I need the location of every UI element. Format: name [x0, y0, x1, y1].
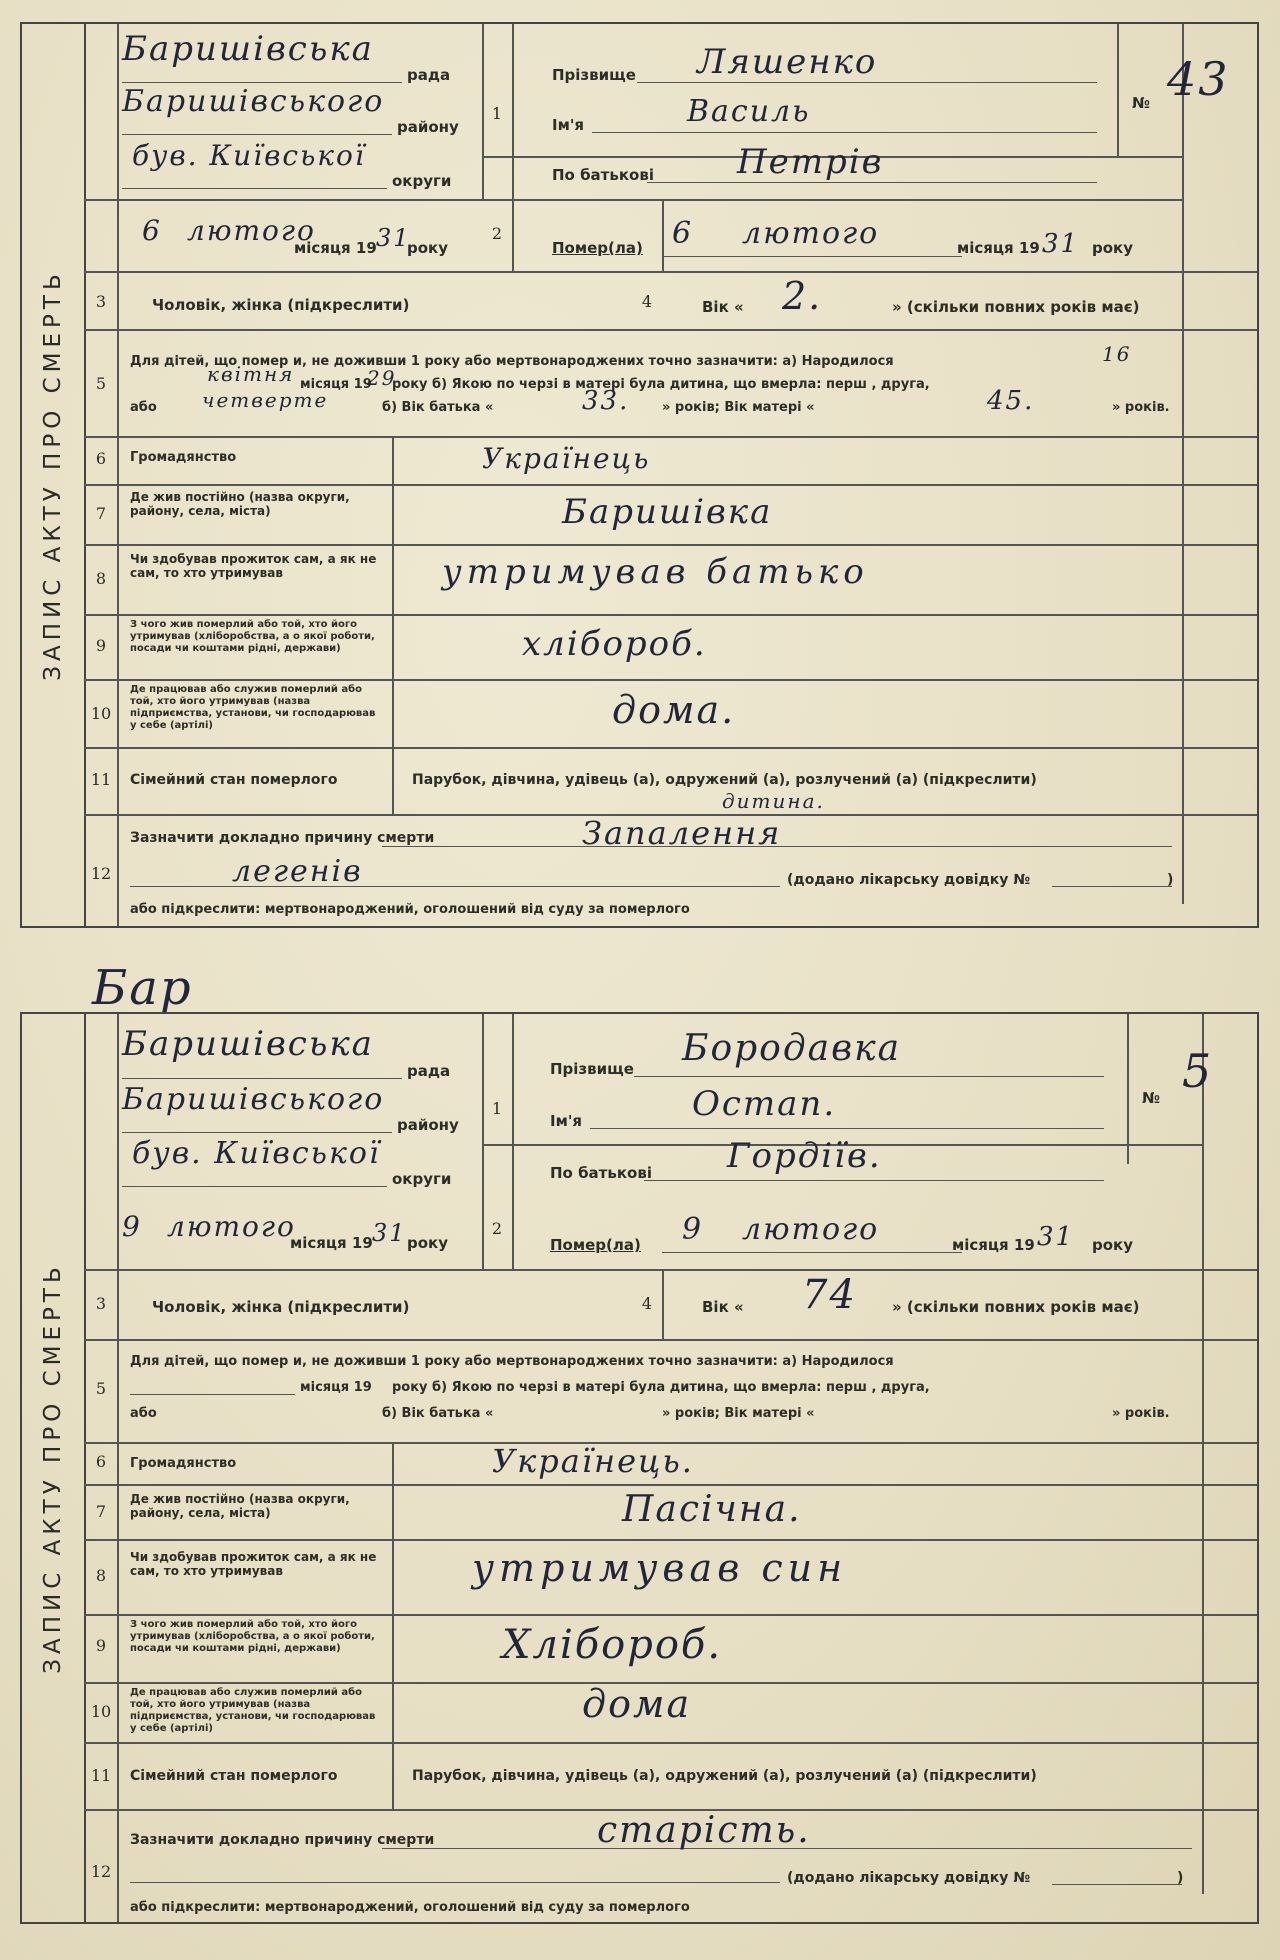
means-value: Хлібороб. — [502, 1622, 723, 1668]
patronymic-value: Гордіїв. — [727, 1136, 882, 1176]
record-number: 5 — [1182, 1044, 1214, 1098]
cause-value-1: Запалення — [582, 814, 782, 852]
surname-value: Ляшенко — [697, 42, 878, 82]
cause-value-1: старість. — [597, 1810, 811, 1851]
record-number: 43 — [1167, 52, 1230, 106]
raion-value: Баришівського — [122, 1082, 385, 1117]
raion-value: Баришівського — [122, 84, 385, 119]
residence-value: Пасічна. — [622, 1489, 802, 1530]
okruha-value: був. Київської — [132, 139, 366, 172]
surname-value: Бородавка — [682, 1028, 902, 1069]
cause-value-2: легенів — [232, 854, 363, 889]
citizenship-value: Українець — [482, 442, 651, 475]
patronymic-value: Петрів — [737, 142, 884, 182]
rada-value: Баришівська — [122, 1024, 374, 1064]
citizenship-value: Українець. — [492, 1442, 694, 1480]
work-value: дома. — [612, 688, 736, 732]
support-value: утримував батько — [442, 552, 869, 592]
work-value: дома — [582, 1682, 692, 1726]
side-label: ЗАПИС АКТУ ПРО СМЕРТЬ — [22, 1014, 86, 1922]
name-value: Василь — [687, 94, 811, 129]
handwritten-fragment: Бар — [92, 960, 193, 1016]
side-label: ЗАПИС АКТУ ПРО СМЕРТЬ — [22, 24, 86, 926]
age-value: 2. — [782, 274, 823, 318]
support-value: утримував син — [472, 1546, 848, 1590]
age-value: 74 — [802, 1272, 857, 1318]
residence-value: Баришівка — [562, 492, 773, 532]
death-record-1: ЗАПИС АКТУ ПРО СМЕРТЬ 1 2 3 4 5 6 7 8 9 10 11 12 Баришівська рада Баришівського району був. Київської округи 6 лютого місяця 19 31 року Прізвище Ляшенко Ім'я Василь По батькові Петрів № 43 Помер(ла) 6 лютого місяця 19 31 року Чоловік, жінка (підкреслити) Вік « 2. » (скільки повних років має) Для дітей, що помер и, не доживши 1 року або мертвонароджених точно зазначити: а) Народилося 16 квітня місяця 19 29 року б) Якою по черзі в матері була дитина, що вмерла: перш , друга, або четверте б) Вік батька « 33. » років; Вік матері « 45. » років. Громадянство Українець Де жив постійно (назва округи, району, села, міста) Баришівка Чи здобував прожиток сам, а як не сам, то хто утримував утримував батько З чого жив померлий або той, хто його утримував (хліборобства, а о якої роботи, посади чи коштами рідні, держави) хлібороб. Де працював або служив померлий або той, хто його утримував (назва підприємства, установи, чи господарював у себе (артілі) дома. Сімейний стан померлого Парубок, дівчина, удівець (а), одружений (а), розлучений (а) (підкреслити) дитина. Зазначити докладно причину смерти Запалення легенів (додано лікарську довідку № ) або підкреслити: мертвонароджений, оголошений від суду за померлого — [20, 22, 1259, 928]
rada-value: Баришівська — [122, 29, 374, 69]
death-record-2: ЗАПИС АКТУ ПРО СМЕРТЬ 1 2 3 4 5 6 7 8 9 10 11 12 Баришівська рада Баришівського району був. Київської округи 9 лютого місяця 19 31 року Прізвище Бородавка Ім'я Остап. По батькові Гордіїв. № 5 Помер(ла) 9 лютого місяця 19 31 року Чоловік, жінка (підкреслити) Вік « 74 » (скільки повних років має) Для дітей, що помер и, не доживши 1 року або мертвонароджених точно зазначити: а) Народилося місяця 19 року б) Якою по черзі в матері була дитина, що вмерла: перш , друга, або б) Вік батька « » років; Вік матері « » років. Громадянство Українець. Де жив постійно (назва округи, району, села, міста) Пасічна. Чи здобував прожиток сам, а як не сам, то хто утримував утримував син З чого жив померлий або той, хто його утримував (хліборобства, а о якої роботи, посади чи коштами рідні, держави) Хлібороб. Де працював або служив померлий або той, хто його утримував (назва підприємства, установи, чи господарював у себе (артілі) дома Сімейний стан померлого Парубок, дівчина, удівець (а), одружений (а), розлучений (а) (підкреслити) Зазначити докладно причину смерти старість. (додано лікарську довідку № ) або підкреслити: мертвонароджений, оголошений від суду за померлого — [20, 1012, 1259, 1924]
means-value: хлібороб. — [522, 624, 707, 664]
name-value: Остап. — [692, 1084, 837, 1124]
okruha-value: був. Київської — [132, 1136, 381, 1171]
